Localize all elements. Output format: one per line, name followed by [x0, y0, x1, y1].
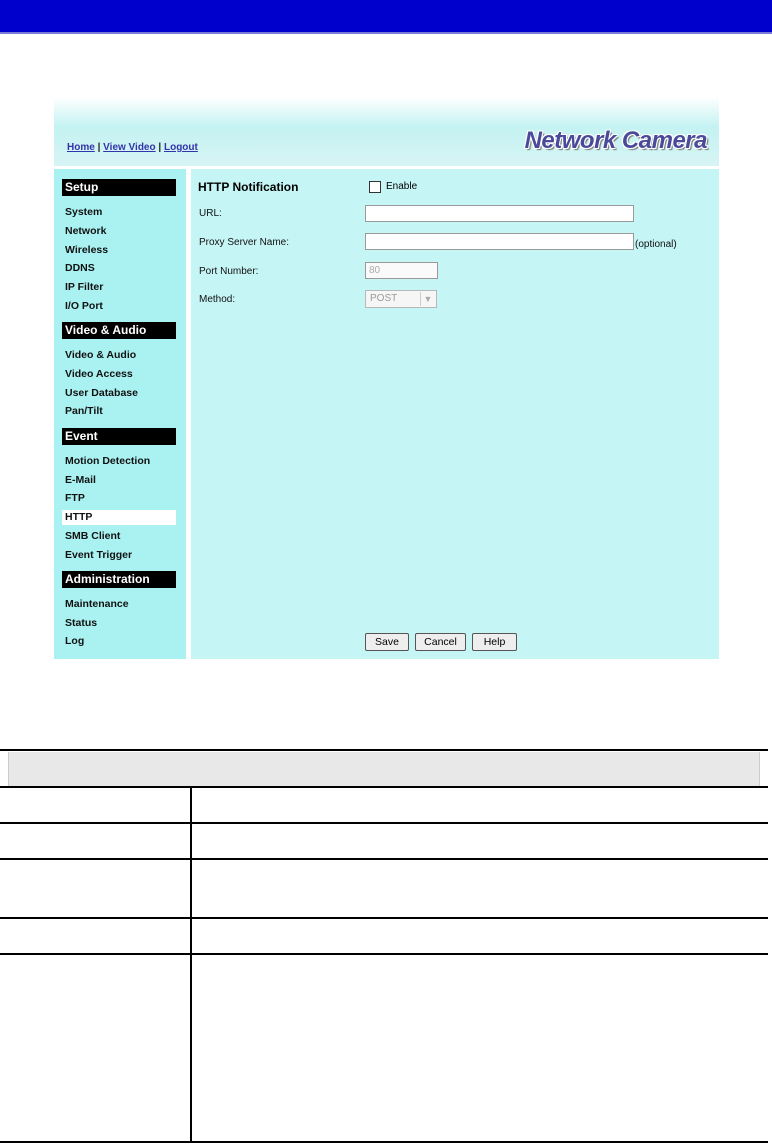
sidebar-item-pan-tilt[interactable]: Pan/Tilt [65, 405, 103, 417]
sidebar-item-network[interactable]: Network [65, 225, 107, 237]
optional-label: (optional) [635, 239, 677, 250]
header-links [67, 142, 198, 153]
section-title-event: Event [62, 428, 176, 445]
sidebar-item-motion-detection[interactable]: Motion Detection [65, 455, 151, 467]
http-notification-panel [191, 169, 719, 659]
method-selected-value: POST [370, 293, 398, 304]
table-column-divider [190, 787, 192, 1143]
proxy-server-label: Proxy Server Name: [199, 237, 290, 248]
camera-header [54, 97, 719, 166]
enable-label: Enable [386, 181, 418, 192]
table-top-rule [0, 749, 768, 751]
help-button[interactable]: Help [472, 633, 517, 651]
sidebar-item-io-port[interactable]: I/O Port [65, 300, 103, 312]
sidebar-item-video-audio[interactable]: Video & Audio [65, 349, 137, 361]
page-header-bar [0, 0, 772, 34]
table-row-rule [0, 822, 768, 824]
sidebar-item-wireless[interactable]: Wireless [65, 244, 109, 256]
camera-web-ui-screenshot [54, 97, 719, 659]
home-link[interactable]: Home [67, 142, 95, 153]
table-row-rule [0, 858, 768, 860]
sidebar-item-maintenance[interactable]: Maintenance [65, 598, 129, 610]
sidebar-item-video-access[interactable]: Video Access [65, 368, 133, 380]
sidebar-item-system[interactable]: System [65, 206, 103, 218]
sidebar-item-user-database[interactable]: User Database [65, 387, 138, 399]
table-row-rule [0, 786, 768, 788]
network-camera-logo: Network Camera [524, 127, 707, 154]
cancel-button[interactable]: Cancel [415, 633, 466, 651]
enable-checkbox[interactable] [369, 181, 381, 193]
sidebar-item-status[interactable]: Status [65, 617, 98, 629]
proxy-server-input[interactable] [365, 233, 634, 250]
table-header-band [8, 752, 760, 786]
sidebar-item-ip-filter[interactable]: IP Filter [65, 281, 104, 293]
port-number-input[interactable]: 80 [365, 262, 438, 279]
link-separator: | [97, 142, 101, 153]
port-number-label: Port Number: [199, 266, 259, 277]
sidebar-item-http[interactable]: HTTP [62, 510, 176, 525]
sidebar-item-smb-client[interactable]: SMB Client [65, 530, 121, 542]
view-video-link[interactable]: View Video [103, 142, 156, 153]
sidebar-item-ddns[interactable]: DDNS [65, 262, 95, 274]
page-title: HTTP Notification [198, 180, 299, 194]
sidebar-item-email[interactable]: E-Mail [65, 474, 96, 486]
chevron-down-icon: ▼ [420, 292, 435, 306]
sidebar [54, 169, 186, 659]
table-row-rule [0, 917, 768, 919]
sidebar-item-event-trigger[interactable]: Event Trigger [65, 549, 133, 561]
url-input[interactable] [365, 205, 634, 222]
section-title-video-audio: Video & Audio [62, 322, 176, 339]
sidebar-item-log[interactable]: Log [65, 635, 85, 647]
method-select[interactable] [365, 290, 437, 308]
section-title-administration: Administration [62, 571, 176, 588]
url-label: URL: [199, 208, 222, 219]
link-separator: | [158, 142, 162, 153]
table-row-rule [0, 953, 768, 955]
table-bottom-rule [0, 1141, 768, 1143]
logout-link[interactable]: Logout [163, 142, 198, 153]
save-button[interactable]: Save [365, 633, 409, 651]
section-title-setup: Setup [62, 179, 176, 196]
sidebar-item-ftp[interactable]: FTP [65, 492, 85, 504]
method-label: Method: [199, 294, 236, 305]
